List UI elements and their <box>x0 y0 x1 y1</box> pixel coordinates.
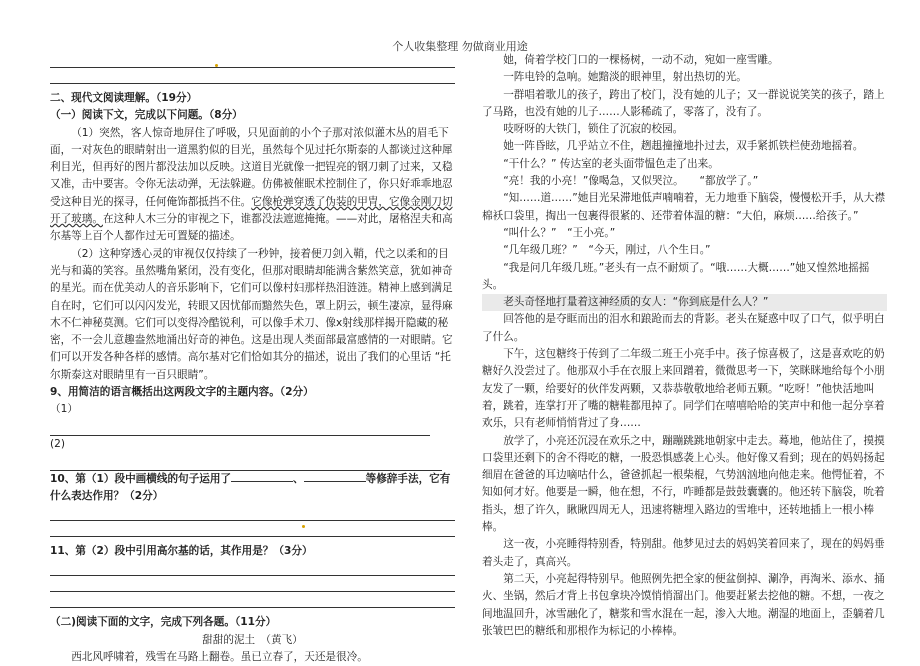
part2-title: （二)阅读下面的文字，完成下列各题。（11分） <box>50 616 277 629</box>
left-column <box>50 52 455 666</box>
story-paragraph: “干什么？” 传达室的老头面带愠色走了出来。 <box>503 157 719 170</box>
answer-line-9-1: （1） <box>50 401 455 436</box>
section-title: 二、现代文阅读理解。（19分） <box>50 92 198 104</box>
question-9: 9、用简洁的语言概括出这两段文字的主题内容。（2分） <box>50 386 314 399</box>
passage-paragraph-2: （2）这种穿透心灵的审视仅仅持续了一秒钟，接着便刀剑入鞘，代之以柔和的目光与和蔼的笑容。虽然嘴角紧闭，没有变化，但那对眼睛却能满含紫然笑意，犹如神奇的星光。而在优美动人的音乐影响下，它们可以像村妇那样热泪涟涟。精神上感到满足自在时，它们可以闪闪发光，转眼又因忧郁而黯然失色，罩上阴云，顿生凄凉，显得麻木不仁神秘莫测。它们可以变得冷酷锐利，可以像手术刀、像x射线那样揭开隐藏的秘密，不一会儿意趣盎然地涌出好奇的神色。这是出现人类面部最富感情的一对眼睛。它们可以开发各种各样的感情。高尔基对它们恰如其分的描述，说出了我们的心里话 “托尔斯泰这对眼睛里有一百只眼睛”。 <box>50 247 453 381</box>
story-paragraph: “几年级几班？” “今天，刚过，八个生日。” <box>503 244 711 257</box>
story-paragraph: 一阵电铃的急响。她黯淡的眼神里，射出热切的光。 <box>503 71 747 84</box>
passage-paragraph-1: （1）突然，客人惊奇地屏住了呼吸，只见面前的小个子那对浓似灌木丛的眉毛下面，一对灰色的眼睛射出一道黑豹似的目光，虽然每个见过托尔斯泰的人都谈过这种犀利目光，但再好的图片都没法加以反映。这道目光就像一把锃亮的钢刀刺了过来，又稳又准，击中要害。令你无法动弹，无法躲避。仿佛被催眠术控制住了，你只好乖乖地忍受这种目光的探寻，任何俺饰都抵挡不住。它像枪弹穿透了伪装的甲胄，它像金刚刀切开了玻璃。在这种人木三分的审视之下，谁都没法遮遮掩掩。——对此，屠格涅夫和高尔基等上百个人都作过无可置疑的描述。 <box>50 126 453 243</box>
story-paragraph: 一群唱着歌儿的孩子，跨出了校门，没有她的儿子；又一群说说笑笑的孩子，踏上了马路，也没有她的儿子……人影稀疏了，零落了，没有了。 <box>482 88 885 118</box>
story-paragraph: “亮！我的小亮！”像喝急，又似哭泣。 “都放学了。” <box>503 175 759 188</box>
answer-line <box>50 592 455 608</box>
fill-blank[interactable] <box>231 471 293 482</box>
story-paragraph: 西北风呼啸着，残雪在马路上翻卷。虽已立春了，天还是很冷。 <box>71 651 368 664</box>
part1-title: （一）阅读下文，完成以下问题。（8分） <box>50 109 243 122</box>
story-paragraph: “我是问几年级几班。”老头有一点不耐烦了。“哦……大概……”她又惶然地摇摇头。 <box>482 261 870 291</box>
answer-line <box>50 521 455 537</box>
story-paragraph: 第二天，小亮起得特别早。他照例先把全家的便盆倒掉、涮净，再淘米、添水、捅火、坐锅，然后才背上书包拿块冷馍悄悄溜出门。他要赶紧去挖他的糖。不想，一夜之间地温回升，冰雪融化了，糖浆和雪水混在一起，渗入大地。潮湿的地面上，歪躺着几张皱巴巴的糖纸和那根作为标记的小棒棒。 <box>482 572 885 637</box>
answer-line <box>50 576 455 592</box>
right-column <box>482 52 887 640</box>
underlined-sentence: 它像枪弹穿透了伪装的甲胄，它像金刚刀切开了玻璃。 <box>50 195 453 226</box>
story-title: 甜甜的泥土 （黄飞） <box>202 633 303 646</box>
story-paragraph: “叫什么？” “王小亮。” <box>503 226 616 239</box>
question-11: 11、第（2）段中引用高尔基的话，其作用是？（3分） <box>50 545 313 558</box>
answer-line <box>50 68 455 84</box>
story-paragraph: 老头奇怪地打量着这神经质的女人：“你到底是什么人？” <box>482 294 887 311</box>
story-paragraph: 放学了，小亮还沉浸在欢乐之中，蹦蹦跳跳地朝家中走去。蓦地，他站住了，摸摸口袋里还剩下的舍不得吃的糖，一股恐惧感袭上心头。他好像又看到；现在的妈妈扬起细眉在爸爸的耳边嘀咕什么，爸爸抓起一根柴棍，气势汹汹地向他走来。他愕怔着，不知如何才好。他要是一瞬，他在想，不行，咋睡都是鼓鼓囊囊的。他还转下脑袋，吮着指头，想了许久，瞅瞅四周无人，迅速将糖埋入路边的雪堆中，还转地插上一根小棒棒。 <box>482 434 885 534</box>
story-paragraph: 她，倚着学校门口的一棵杨树，一动不动，宛如一座雪雕。 <box>503 54 779 66</box>
answer-line <box>50 505 455 521</box>
story-paragraph: 她一阵昏眩，几乎站立不住，趔趄撞撞地扑过去，双手紧抓铁栏使劲地摇着。 <box>503 140 864 153</box>
answer-line <box>50 560 455 576</box>
page-header: 个人收集整理 勿做商业用途 <box>392 40 528 53</box>
story-paragraph: 下午，这包糖终于传到了二年级二班王小亮手中。孩子惊喜极了，这是喜欢吃的奶糖好久没尝过了。他那双小手在衣服上来回蹭着，微微思考一下，笑眯眯地给每个小朋友发了一颗，给要好的伙伴发两颗，又恭恭敬敬地给老师五颗。“吃呀！”他快活地叫着，跳着，连掌打开了嘴的糖鞋都甩掉了。同学们在嘻嘻哈哈的笑声中和他一起分享着欢乐，只有老师悄悄背过了身…… <box>482 348 885 430</box>
question-10: 10、第（1）段中画横线的句子运用了 、 等修辞手法，它有什么表达作用？（2分） <box>50 472 451 502</box>
story-paragraph: “知……道……”她目光呆滞地低声喃喃着，无力地垂下脑袋，慢慢松开手，从大襟棉袄口袋里，掏出一包裹得很紧的、还带着体温的糖：“大伯，麻烦……给孩子。” <box>482 192 885 222</box>
story-paragraph: 这一夜，小亮睡得特别香，特别甜。他梦见过去的妈妈笑着回来了，现在的妈妈垂着头走了，真高兴。 <box>482 538 885 568</box>
story-paragraph: 回答他的是夺眶而出的泪水和踉跄而去的背影。老头在疑惑中叹了口气，似乎明白了什么。 <box>482 313 885 343</box>
answer-line <box>50 52 455 68</box>
story-paragraph: 吱呀呀的大铁门，锁住了沉寂的校园。 <box>503 123 684 136</box>
fill-blank[interactable] <box>304 471 366 482</box>
answer-line-9-2: (2) <box>50 436 455 471</box>
